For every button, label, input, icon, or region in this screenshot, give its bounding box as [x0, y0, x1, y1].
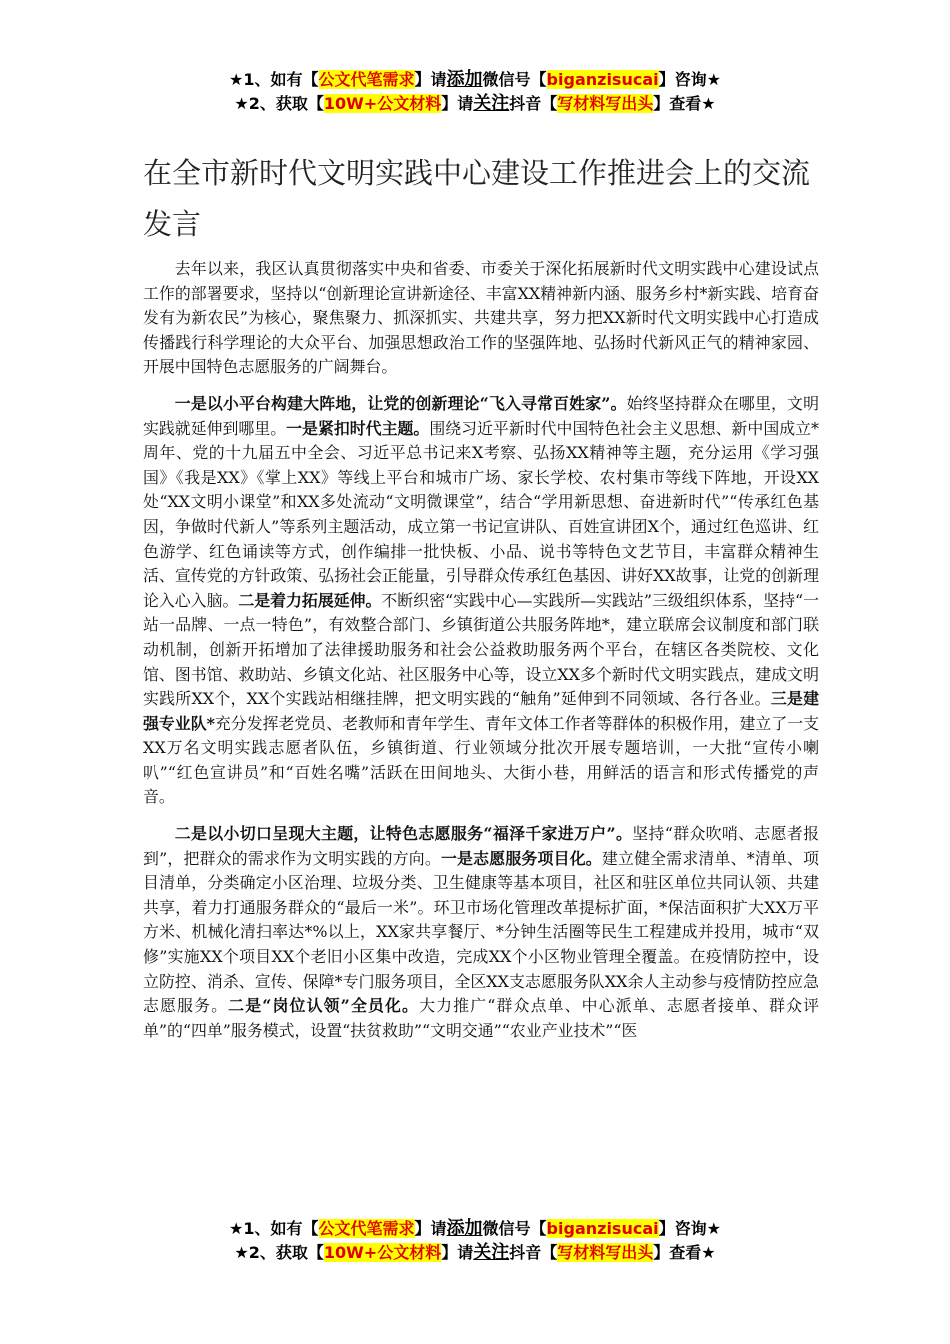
underline-text: 添加 — [446, 1218, 483, 1239]
highlight-text: 公文代笔需求 — [318, 1219, 415, 1238]
wechat-id: biganzisucai — [546, 70, 659, 89]
highlight-text: 10W+公文材料 — [323, 94, 442, 113]
paragraph-intro: 去年以来，我区认真贯彻落实中央和省委、市委关于深化拓展新时代文明实践中心建设试点工作的部署要求，坚持以“创新理论宣讲新途径、丰富XX精神新内涵、服务乡村*新实践、培育奋发有为新农民”为核心，聚焦聚力、抓深抓实、共建共享，努力把XX新时代文明实践中心打造成传播践行科学理论的大众平台、加强思想政治工作的坚强阵地、弘扬时代新风正气的精神家园、开展中国特色志愿服务的广阔舞台。 — [143, 259, 819, 377]
banner-line-2: ★2、获取【10W+公文材料】请关注抖音【写材料写出头】查看★ — [234, 93, 716, 114]
highlight-text: 10W+公文材料 — [323, 1243, 442, 1262]
underline-text: 关注 — [473, 1242, 510, 1263]
underline-text: 关注 — [473, 93, 510, 114]
header-banner — [0, 68, 950, 116]
banner-line-2: ★2、获取【10W+公文材料】请关注抖音【写材料写出头】查看★ — [234, 1242, 716, 1263]
banner-line-1: ★1、如有【公文代笔需求】请添加微信号【biganzisucai】咨询★ — [229, 69, 721, 90]
paragraph-section-2: 二是以小切口呈现大主题，让特色志愿服务“福泽千家进万户”。坚持“群众吹哨、志愿者报到”，把群众的需求作为文明实践的方向。一是志愿服务项目化。建立健全需求清单、*清单、项目清单，分类确定小区治理、垃圾分类、卫生健康等基本项目，社区和驻区单位共同认领、共建共享，着力打通服务群众的“最后一米”。环卫市场化管理改革提标扩面，*保洁面积扩大XX万平方米、机械化清扫率达*%以上，XX家共享餐厅、*分钟生活圈等民生工程建成并投用，城市“双修”实施XX个项目XX个老旧小区集中改造，完成XX个小区物业管理全覆盖。在疫情防控中，设立防控、消杀、宣传、保障*专门服务项目，全区XX支志愿服务队XX余人主动参与疫情防控应急志愿服务。二是“岗位认领”全员化。大力推广“群众点单、中心派单、志愿者接单、群众评单”的“四单”服务模式，设置“扶贫救助”“文明交通”“农业产业技术”“医 — [143, 824, 820, 1040]
douyin-id: 写材料写出头 — [557, 94, 654, 113]
wechat-id: biganzisucai — [546, 1219, 659, 1238]
highlight-text: 公文代笔需求 — [318, 70, 415, 89]
underline-text: 添加 — [446, 69, 483, 90]
paragraph-section-1: 一是以小平台构建大阵地，让党的创新理论“飞入寻常百姓家”。始终坚持群众在哪里，文明实践就延伸到哪里。一是紧扣时代主题。围绕习近平新时代中国特色社会主义思想、新中国成立*周年、党的十九届五中全会、习近平总书记来X考察、弘扬XX精神等主题，充分运用《学习强国》《我是XX》《掌上XX》等线上平台和城市广场、家长学校、农村集市等线下阵地，开设XX处“XX文明小课堂”和XX多处流动“文明微课堂”，结合“学用新思想、奋进新时代”“传承红色基因，争做时代新人”等系列主题活动，成立第一书记宣讲队、百姓宣讲团X个，通过红色巡讲、红色游学、红色诵读等方式，创作编排一批快板、小品、说书等特色文艺节目，丰富群众精神生活、宣传党的方针政策、弘扬社会正能量，引导群众传承红色基因、讲好XX故事，让党的创新理论入心入脑。二是着力拓展延伸。不断织密“实践中心—实践所—实践站”三级组织体系，坚持“一站一品牌、一点一特色”，有效整合部门、乡镇街道公共服务阵地*，建立联席会议制度和部门联动机制，创新开拓增加了法律援助服务和社会公益救助服务两个平台，在辖区各类院校、文化馆、图书馆、救助站、乡镇文化站、社区服务中心等，设立XX多个新时代文明实践点，建成文明实践所XX个，XX个实践站相继挂牌，把文明实践的“触角”延伸到不同领域、各行各业。三是建强专业队*充分发挥老党员、老教师和青年学生、青年文体工作者等群体的积极作用，建立了一支XX万名文明实践志愿者队伍，乡镇街道、行业领域分批次开展专题培训，一大批“宣传小喇叭”“红色宣讲员”和“百姓名嘴”活跃在田间地头、大街小巷，用鲜活的语言和形式传播党的声音。 — [143, 393, 820, 807]
footer-banner — [0, 1217, 950, 1265]
banner-line-1: ★1、如有【公文代笔需求】请添加微信号【biganzisucai】咨询★ — [229, 1218, 721, 1239]
douyin-id: 写材料写出头 — [557, 1243, 654, 1262]
document-body — [143, 257, 819, 1055]
document-title: 在全市新时代文明实践中心建设工作推进会上的交流发言 — [143, 156, 811, 241]
